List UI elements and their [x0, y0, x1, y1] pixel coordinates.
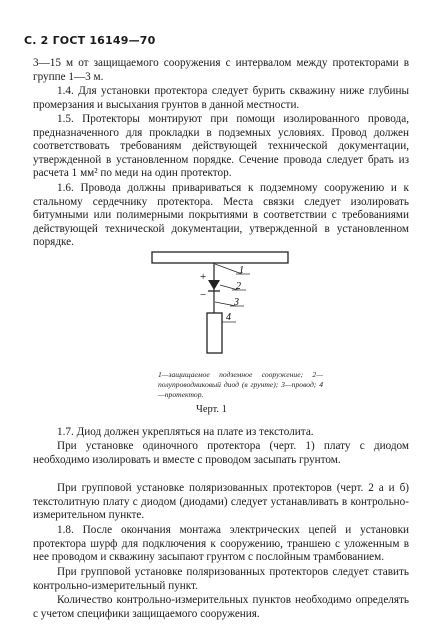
diode-symbol	[208, 280, 220, 290]
paragraph-1-4: 1.4. Для установки протектора следует бурить скважину ниже глубины промерзания и высыхания грунтов в данной местности.	[33, 85, 409, 111]
paragraph-1-7: 1.7. Диод должен укрепляться на плате из текстолита.	[57, 426, 314, 438]
paragraph-1-6: 1.6. Провода должны привариваться к подземному сооружению и к стальному сердечнику протектора. Места связки следует изолировать битумными или полимерными покрытиями в соответствии с требованиями действующей технической документации, утвержденной в установленном порядке.	[33, 182, 409, 249]
paragraph-1-5: 1.5. Протекторы монтируют при помощи изолированного провода, предназначенного для прокладки в подземных условиях. Провод должен соответствовать требованиям действующей технической документации, утвержденной в установленном порядке. Сечение провода следует брать из расчета 1 мм² по меди на один протектор.	[33, 113, 409, 180]
figure-caption: 1—защищаемое подземное сооружение; 2—полупроводниковый диод (в грунте); 3—провод; 4—протектор.	[158, 370, 323, 399]
paragraph-control-point-count: Количество контрольно-измерительных пунктов необходимо определять с учетом специфики защищаемого сооружения.	[33, 594, 409, 620]
paragraph-single-protector: При установке одиночного протектора (черт. 1) плату с диодом необходимо изолировать и вместе с проводом засыпать грунтом.	[33, 440, 409, 466]
paragraph-control-point: При групповой установке поляризованных протекторов следует ставить контрольно-измерительный пункт.	[33, 566, 409, 592]
paragraph-1-8: 1.8. После окончания монтажа электрических цепей и установки протектора шурф для подключения к сооружению, траншею с уложенным в нее проводом и скважину засыпают грунтом с послойным трамбованием.	[33, 524, 409, 564]
protected-structure	[152, 252, 288, 263]
paragraph-group-installation: При групповой установке поляризованных протекторов (черт. 2 а и б) текстолитную плату с диодом (диодами) следует устанавливать в контрольно-измерительном пункте.	[33, 482, 409, 522]
callout-4: 4	[226, 312, 231, 323]
paragraph-continuation: 3—15 м от защищаемого сооружения с интервалом между протекторами в группе 1—3 м.	[33, 57, 409, 83]
figure-label: Черт. 1	[196, 404, 227, 415]
figure-1-diagram	[150, 240, 290, 365]
callout-1: 1	[239, 265, 244, 276]
page-header: С. 2 ГОСТ 16149—70	[24, 34, 156, 47]
callout-3: 3	[234, 297, 239, 308]
protector	[207, 313, 222, 353]
plus-sign: +	[200, 271, 207, 283]
callout-2: 2	[236, 281, 241, 292]
minus-sign: −	[200, 289, 207, 301]
